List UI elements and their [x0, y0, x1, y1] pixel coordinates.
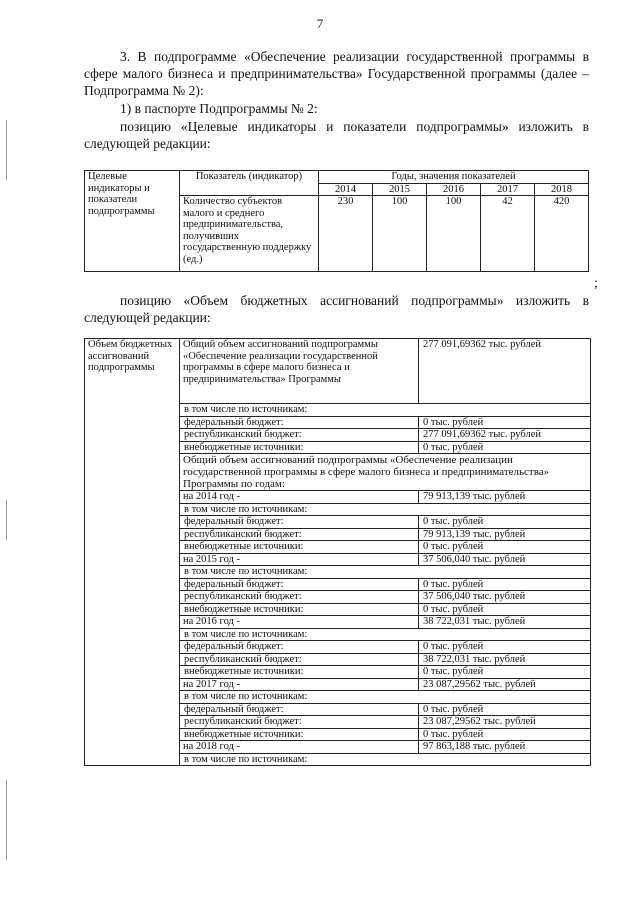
by-sources-label: в том числе по источникам:	[180, 503, 591, 516]
year-label: на 2017 год -	[180, 678, 419, 691]
federal-value: 0 тыс. рублей	[419, 516, 591, 529]
year-label: на 2016 год -	[180, 616, 419, 629]
republic-label: республиканский бюджет:	[180, 591, 419, 604]
republic-value: 38 722,031 тыс. рублей	[419, 653, 591, 666]
federal-value: 0 тыс. рублей	[419, 703, 591, 716]
semicolon: ;	[594, 276, 598, 291]
by-sources-label: в том числе по источникам:	[180, 628, 591, 641]
year-header: 2017	[481, 183, 535, 196]
indicator-name: Количество субъектов малого и среднего предпринимательства, получивших государственную поддержку (ед.)	[180, 196, 319, 272]
year-header: 2018	[535, 183, 589, 196]
republic-value: 23 087,29562 тыс. рублей	[419, 716, 591, 729]
republic-label: республиканский бюджет:	[180, 653, 419, 666]
extra-value: 0 тыс. рублей	[419, 603, 591, 616]
indicator-value: 100	[373, 196, 427, 272]
by-sources-label: в том числе по источникам:	[180, 566, 591, 579]
by-sources-label: в том числе по источникам:	[180, 404, 591, 417]
year-total: 38 722,031 тыс. рублей	[419, 616, 591, 629]
federal-value: 0 тыс. рублей	[419, 641, 591, 654]
budget-section-label: Объем бюджетных ассигнований подпрограммы	[85, 339, 180, 766]
years-column-header: Годы, значения показателей	[319, 171, 589, 184]
republic-label: республиканский бюджет:	[180, 429, 419, 442]
total-allocation-label: Общий объем ассигнований подпрограммы «Обеспечение реализации государственной программы в сфере малого бизнеса и предпринимательства» Программы	[180, 339, 419, 404]
indicator-value: 42	[481, 196, 535, 272]
year-total: 79 913,139 тыс. рублей	[419, 491, 591, 504]
federal-label: федеральный бюджет:	[180, 703, 419, 716]
by-years-label: Общий объем ассигнований подпрограммы «Обеспечение реализации государственной программы в сфере малого бизнеса и предпринимательства» Программы по годам:	[180, 454, 591, 491]
scan-margin-mark	[6, 500, 7, 540]
page-number: 7	[316, 16, 324, 31]
indicator-value: 420	[535, 196, 589, 272]
federal-value: 0 тыс. рублей	[419, 578, 591, 591]
indicators-section-label: Целевые индикаторы и показатели подпрограммы	[85, 171, 180, 272]
extra-label: внебюджетные источники:	[180, 666, 419, 679]
indicator-value: 100	[427, 196, 481, 272]
extra-value: 0 тыс. рублей	[419, 666, 591, 679]
intro-paragraph-1: 3. В подпрограмме «Обеспечение реализации государственной программы в сфере малого бизнеса и предпринимательства» Государственной программы (далее – Подпрограмма № 2):	[84, 49, 589, 98]
year-total: 37 506,040 тыс. рублей	[419, 553, 591, 566]
republic-label: республиканский бюджет:	[180, 528, 419, 541]
indicator-value: 230	[319, 196, 373, 272]
year-total: 97 863,188 тыс. рублей	[419, 741, 591, 754]
federal-value: 0 тыс. рублей	[419, 416, 591, 429]
year-header: 2014	[319, 183, 373, 196]
year-label: на 2015 год -	[180, 553, 419, 566]
extra-label: внебюджетные источники:	[180, 603, 419, 616]
scan-margin-mark	[6, 780, 7, 860]
year-header: 2015	[373, 183, 427, 196]
republic-value: 277 091,69362 тыс. рублей	[419, 429, 591, 442]
extra-label: внебюджетные источники:	[180, 541, 419, 554]
extra-label: внебюджетные источники:	[180, 441, 419, 454]
intro-paragraph-3: позицию «Целевые индикаторы и показатели подпрограммы» изложить в следующей редакции:	[84, 119, 589, 151]
indicators-table	[84, 170, 589, 272]
budget-table	[84, 338, 591, 766]
year-label: на 2014 год -	[180, 491, 419, 504]
republic-value: 79 913,139 тыс. рублей	[419, 528, 591, 541]
by-sources-label: в том числе по источникам:	[180, 691, 591, 704]
federal-label: федеральный бюджет:	[180, 578, 419, 591]
federal-label: федеральный бюджет:	[180, 416, 419, 429]
indicator-column-header: Показатель (индикатор)	[180, 171, 319, 196]
federal-label: федеральный бюджет:	[180, 516, 419, 529]
extra-value: 0 тыс. рублей	[419, 541, 591, 554]
year-label: на 2018 год -	[180, 741, 419, 754]
republic-label: республиканский бюджет:	[180, 716, 419, 729]
extra-value: 0 тыс. рублей	[419, 441, 591, 454]
federal-label: федеральный бюджет:	[180, 641, 419, 654]
republic-value: 37 506,040 тыс. рублей	[419, 591, 591, 604]
scan-margin-mark	[6, 120, 7, 180]
budget-paragraph: позицию «Объем бюджетных ассигнований подпрограммы» изложить в следующей редакции:	[84, 293, 589, 325]
intro-paragraph-2: 1) в паспорте Подпрограммы № 2:	[120, 101, 318, 116]
total-allocation-value: 277 091,69362 тыс. рублей	[419, 339, 591, 404]
extra-value: 0 тыс. рублей	[419, 728, 591, 741]
by-sources-label: в том числе по источникам:	[180, 753, 591, 766]
year-header: 2016	[427, 183, 481, 196]
year-total: 23 087,29562 тыс. рублей	[419, 678, 591, 691]
extra-label: внебюджетные источники:	[180, 728, 419, 741]
